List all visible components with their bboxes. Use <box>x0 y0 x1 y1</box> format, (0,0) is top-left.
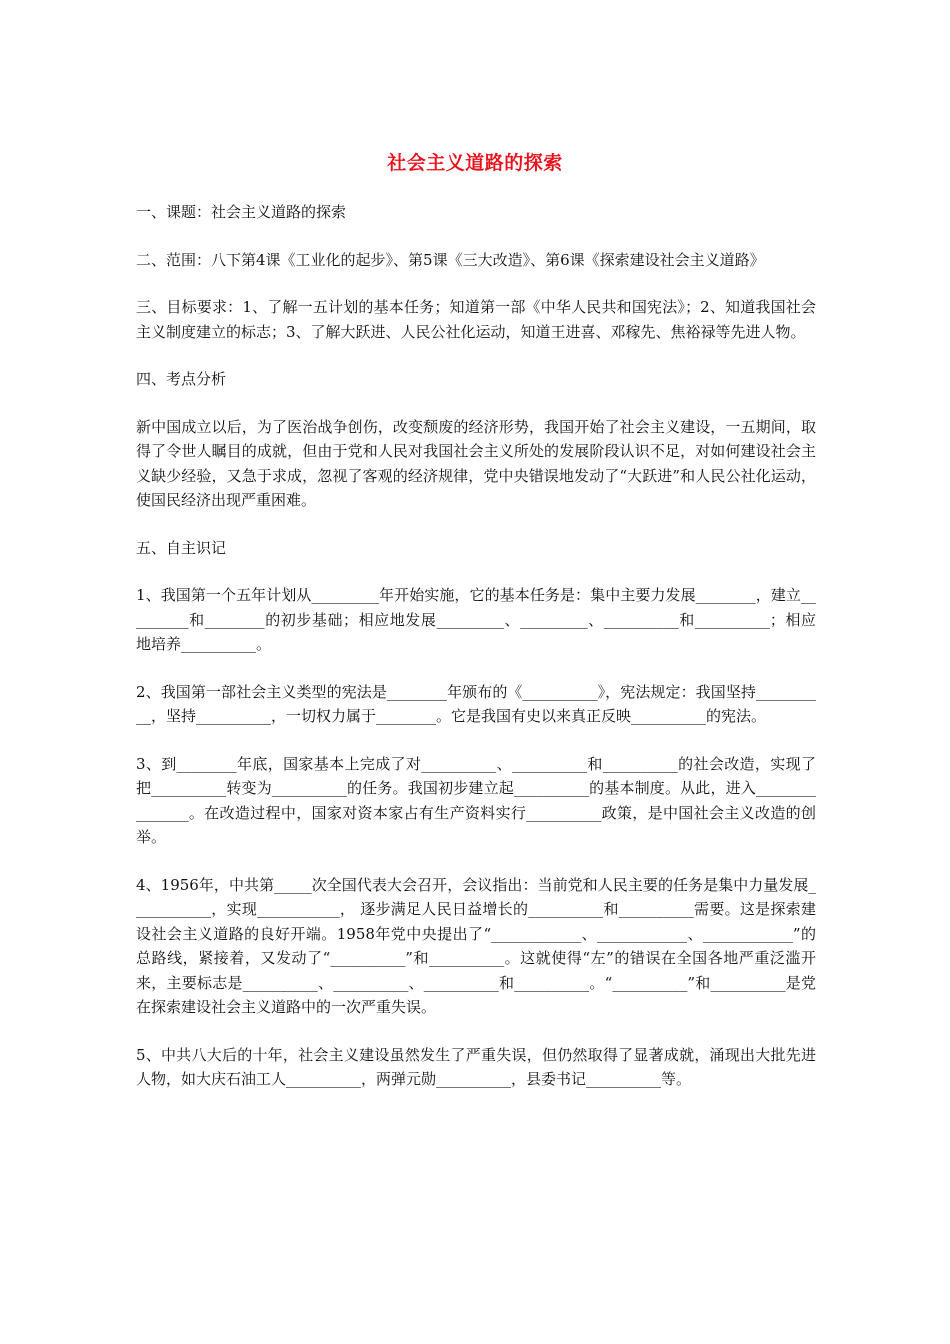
section-topic: 一、课题：社会主义道路的探索 <box>136 203 347 221</box>
section-exam-analysis-text: 新中国成立以后，为了医治战争创伤，改变颓废的经济形势，我国开始了社会主义建设，一五期间，取得了令世人瞩目的成就，但由于党和人民对我国社会主义所处的发展阶段认识不足，对如何建设社会主义缺少经验，又急于求成，忽视了客观的经济规律，党中央错误地发动了“大跃进”和人民公社化运动，使国民经济出现严重困难。 <box>136 417 816 509</box>
question-3: 3、到________年底，国家基本上完成了对__________、__________和__________的社会改造，实现了把__________转变为__________的任务。我国初步建立起__________的基本制度。从此，进入_______________。在改造过程中，国家对资本家占有生产资料实行__________政策，是中国社会主义改造的创举。 <box>136 754 816 846</box>
section-objectives: 三、目标要求：1、了解一五计划的基本任务；知道第一部《中华人民共和国宪法》；2、知道我国社会主义制度建立的标志；3、了解大跃进、人民公社化运动，知道王进喜、邓稼先、焦裕禄等先进人物。 <box>136 298 816 341</box>
document-body <box>136 200 816 1115</box>
document-title: 社会主义道路的探索 <box>387 152 563 174</box>
question-5: 5、中共八大后的十年，社会主义建设虽然发生了严重失误，但仍然取得了显著成就，涌现出大批先进人物，如大庆石油工人__________，两弹元勋__________，县委书记__________等。 <box>136 1045 816 1088</box>
section-self-study-heading: 五、自主识记 <box>136 538 227 557</box>
question-1: 1、我国第一个五年计划从_________年开始实施，它的基本任务是：集中主要力发展________，建立_________和________的初步基础；相应地发展_________、_________、__________和__________；相应地培养__________。 <box>136 586 816 653</box>
question-2: 2、我国第一部社会主义类型的宪法是________年颁布的《__________》，宪法规定：我国坚持__________，坚持__________，一切权力属于________。它是我国有史以来真正反映__________的宪法。 <box>136 682 816 725</box>
section-exam-analysis-heading: 四、考点分析 <box>136 370 227 388</box>
question-4: 4、1956年，中共第_____次全国代表大会召开，会议指出：当前党和人民主要的任务是集中力量发展___________，实现___________， 逐步满足人民日益增长的__________和__________需要。这是探索建设社会主义道路的良好开端。1958年党中央提出了“____________、____________、____________”的总路线，紧接着，又发动了“__________”和__________。这就使得“左”的错误在全国各地严重泛滥开来，主要标志是__________、__________、__________和__________。“__________”和__________是党在探索建设社会主义道路中的一次严重失误。 <box>136 875 816 1016</box>
section-scope: 二、范围：八下第4课《工业化的起步》、第5课《三大改造》、第6课《探索建设社会主义道路》 <box>136 250 765 269</box>
